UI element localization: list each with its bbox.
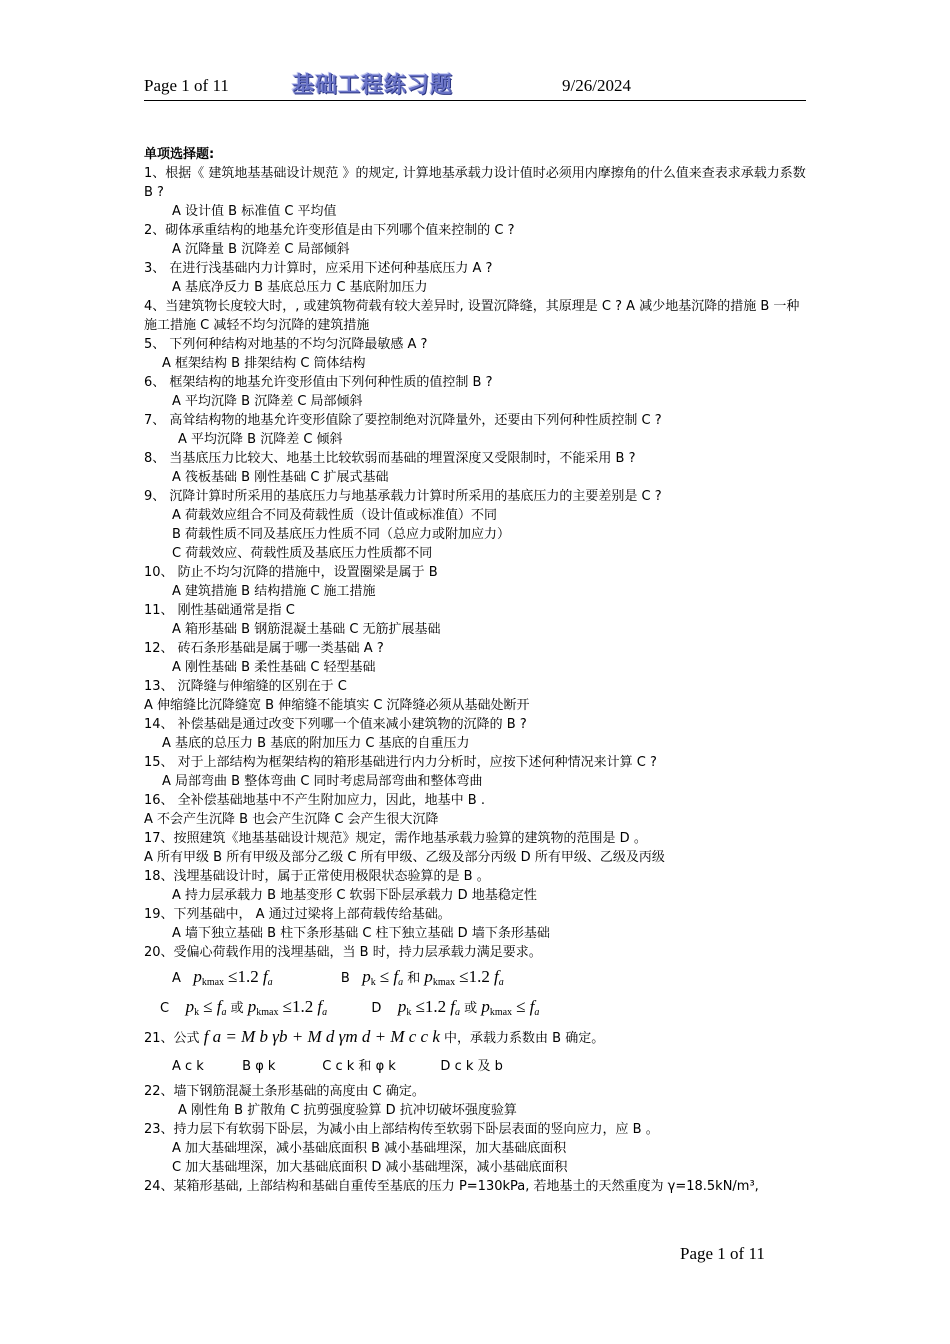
option-9b: B 荷载性质不同及基底压力性质不同（总应力或附加应力） [172, 527, 511, 542]
options-5: A 框架结构 B 排架结构 C 筒体结构 [162, 356, 366, 371]
document-body [144, 145, 810, 1196]
formula-f: f [216, 997, 222, 1016]
formula-f: f [262, 967, 268, 986]
bearing-capacity-formula: f a = M b γb + M d γm d + M c c k [203, 1027, 440, 1046]
formula-le: ≤ [459, 967, 469, 986]
question-5: 5、 下列何种结构对地基的不均匀沉降最敏感 A ? [144, 337, 428, 352]
options-8: A 筏板基础 B 刚性基础 C 扩展式基础 [172, 470, 389, 485]
option-21d: D c k 及 b [440, 1059, 503, 1074]
question-12: 12、 砖石条形基础是属于哪一类基础 A ? [144, 641, 384, 656]
options-21 [144, 1052, 810, 1082]
option-20a-label: A [172, 971, 181, 986]
question-10: 10、 防止不均匀沉降的措施中，设置圈梁是属于 B [144, 565, 438, 580]
options-12: A 刚性基础 B 柔性基础 C 轻型基础 [172, 660, 376, 675]
options-14: A 基底的总压力 B 基底的附加压力 C 基底的自重压力 [162, 736, 470, 751]
question-21-suffix: 中，承载力系数由 B 确定。 [444, 1031, 605, 1046]
question-6: 6、 框架结构的地基允许变形值由下列何种性质的值控制 B ? [144, 375, 493, 390]
formula-sub-a: a [267, 977, 273, 988]
options-23ab: A 加大基础埋深，减小基础底面积 B 减小基础埋深，加大基础底面积 [172, 1141, 567, 1156]
formula-f: f [393, 967, 399, 986]
options-10: A 建筑措施 B 结构措施 C 施工措施 [172, 584, 376, 599]
formula-le: ≤ [415, 997, 425, 1016]
formula-sub-a: a [498, 977, 504, 988]
options-20-ab [144, 962, 810, 992]
question-21-prefix: 21、公式 [144, 1031, 200, 1046]
formula-sub-a: a [455, 1007, 461, 1018]
formula-sub-a: a [398, 977, 404, 988]
formula-p: p [362, 967, 371, 986]
option-21b: B φ k [242, 1059, 276, 1074]
option-20c-label: C [160, 1001, 170, 1016]
question-9: 9、 沉降计算时所采用的基底压力与地基承载力计算时所采用的基底压力的主要差别是 C ? [144, 489, 662, 504]
options-3: A 基底净反力 B 基底总压力 C 基底附加压力 [172, 280, 428, 295]
formula-p: p [481, 997, 490, 1016]
options-7: A 平均沉降 B 沉降差 C 倾斜 [178, 432, 343, 447]
formula-coef: 1.2 [424, 997, 447, 1016]
question-21 [144, 1022, 810, 1052]
question-18: 18、浅埋基础设计时，属于正常使用极限状态验算的是 B 。 [144, 869, 490, 884]
header-title: 基础工程练习题 [292, 73, 454, 98]
formula-p: p [193, 967, 202, 986]
formula-sub-a: a [534, 1007, 540, 1018]
formula-or: 或 [230, 1001, 244, 1016]
formula-sub: kmax [489, 1007, 513, 1018]
formula-sub: k [370, 977, 376, 988]
question-17: 17、按照建筑《地基基础设计规范》规定，需作地基承载力验算的建筑物的范围是 D 。 [144, 831, 647, 846]
question-14: 14、 补偿基础是通过改变下列哪一个值来减小建筑物的沉降的 B ? [144, 717, 527, 732]
formula-f: f [450, 997, 456, 1016]
header-date: 9/26/2024 [562, 76, 631, 95]
formula-sub-a: a [322, 1007, 328, 1018]
formula-le: ≤ [516, 997, 526, 1016]
option-20d-label: D [371, 1001, 382, 1016]
question-20: 20、受偏心荷载作用的浅埋基础，当 B 时，持力层承载力满足要求。 [144, 945, 542, 960]
formula-sub: kmax [256, 1007, 279, 1018]
question-2: 2、砌体承重结构的地基允许变形值是由下列哪个值来控制的 C ? [144, 223, 515, 238]
options-22: A 刚性角 B 扩散角 C 抗剪强度验算 D 抗冲切破坏强度验算 [178, 1103, 517, 1118]
question-8: 8、 当基底压力比较大、地基土比较软弱而基础的埋置深度又受限制时，不能采用 B ? [144, 451, 636, 466]
question-22: 22、墙下钢筋混凝土条形基础的高度由 C 确定。 [144, 1084, 425, 1099]
question-24: 24、某箱形基础, 上部结构和基础自重传至基底的压力 P=130kPa, 若地基土的天然重度为 γ=18.5kN/m³, [144, 1179, 759, 1194]
option-21c: C c k 和 φ k [322, 1059, 396, 1074]
options-23cd: C 加大基础埋深，加大基础底面积 D 减小基础埋深，减小基础底面积 [172, 1160, 568, 1175]
options-19: A 墙下独立基础 B 柱下条形基础 C 柱下独立基础 D 墙下条形基础 [172, 926, 550, 941]
question-13: 13、 沉降缝与伸缩缝的区别在于 C [144, 679, 347, 694]
formula-p: p [185, 997, 195, 1016]
question-1: 1、根据《 建筑地基基础设计规范 》的规定, 计算地基承载力设计值时必须用内摩擦角的什么值来查表求承载力系数 B ? [144, 166, 806, 200]
options-20-cd [144, 992, 810, 1022]
question-4: 4、当建筑物长度较大时，, 或建筑物荷载有较大差异时, 设置沉降缝，其原理是 C ? A 减少地基沉降的措施 B 一种施工措施 C 减轻不均匀沉降的建筑措施 [144, 299, 800, 333]
formula-coef: 1.2 [291, 997, 314, 1016]
options-13: A 伸缩缝比沉降缝宽 B 伸缩缝不能填实 C 沉降缝必须从基础处断开 [144, 698, 530, 713]
options-17: A 所有甲级 B 所有甲级及部分乙级 C 所有甲级、乙级及部分丙级 D 所有甲级、乙级及丙级 [144, 850, 665, 865]
formula-le: ≤ [203, 997, 213, 1016]
formula-p: p [247, 997, 257, 1016]
formula-or: 或 [464, 1001, 478, 1016]
formula-sub-a: a [221, 1007, 227, 1018]
options-15: A 局部弯曲 B 整体弯曲 C 同时考虑局部弯曲和整体弯曲 [162, 774, 483, 789]
page-footer: Page 1 of 11 [680, 1244, 765, 1263]
options-1: A 设计值 B 标准值 C 平均值 [172, 204, 337, 219]
question-11: 11、 刚性基础通常是指 C [144, 603, 295, 618]
option-9a: A 荷载效应组合不同及荷载性质（设计值或标准值）不同 [172, 508, 498, 523]
options-6: A 平均沉降 B 沉降差 C 局部倾斜 [172, 394, 363, 409]
formula-p: p [424, 967, 433, 986]
question-7: 7、 高耸结构物的地基允许变形值除了要控制绝对沉降量外，还要由下列何种性质控制 C ? [144, 413, 662, 428]
option-20b-label: B [340, 971, 350, 986]
options-11: A 箱形基础 B 钢筋混凝土基础 C 无筋扩展基础 [172, 622, 441, 637]
formula-sub: kmax [432, 977, 456, 988]
option-9c: C 荷载效应、荷载性质及基底压力性质都不同 [172, 546, 433, 561]
formula-and: 和 [407, 971, 421, 986]
formula-sub: k [194, 1007, 200, 1018]
formula-f: f [494, 967, 499, 986]
header-page-number: Page 1 of 11 [144, 76, 229, 95]
formula-f: f [529, 997, 535, 1016]
section-title: 单项选择题: [144, 147, 215, 162]
options-2: A 沉降量 B 沉降差 C 局部倾斜 [172, 242, 350, 257]
options-16: A 不会产生沉降 B 也会产生沉降 C 会产生很大沉降 [144, 812, 439, 827]
question-15: 15、 对于上部结构为框架结构的箱形基础进行内力分析时，应按下述何种情况来计算 C ? [144, 755, 657, 770]
question-23: 23、持力层下有软弱下卧层，为减小由上部结构传至软弱下卧层表面的竖向应力，应 B 。 [144, 1122, 659, 1137]
formula-sub: k [406, 1007, 412, 1018]
formula-sub: kmax [201, 977, 225, 988]
formula-le: ≤ [282, 997, 292, 1016]
formula-coef: 1.2 [468, 967, 490, 986]
formula-coef: 1.2 [237, 967, 259, 986]
page-header [144, 66, 806, 101]
formula-f: f [317, 997, 323, 1016]
option-21a: A c k [172, 1059, 204, 1074]
question-3: 3、 在进行浅基础内力计算时，应采用下述何种基底压力 A ? [144, 261, 493, 276]
question-16: 16、 全补偿基础地基中不产生附加应力，因此，地基中 B . [144, 793, 485, 808]
question-19: 19、下列基础中， A 通过过梁将上部荷载传给基础。 [144, 907, 451, 922]
formula-le: ≤ [228, 967, 238, 986]
formula-p: p [397, 997, 407, 1016]
options-18: A 持力层承载力 B 地基变形 C 软弱下卧层承载力 D 地基稳定性 [172, 888, 537, 903]
formula-le: ≤ [379, 967, 390, 986]
